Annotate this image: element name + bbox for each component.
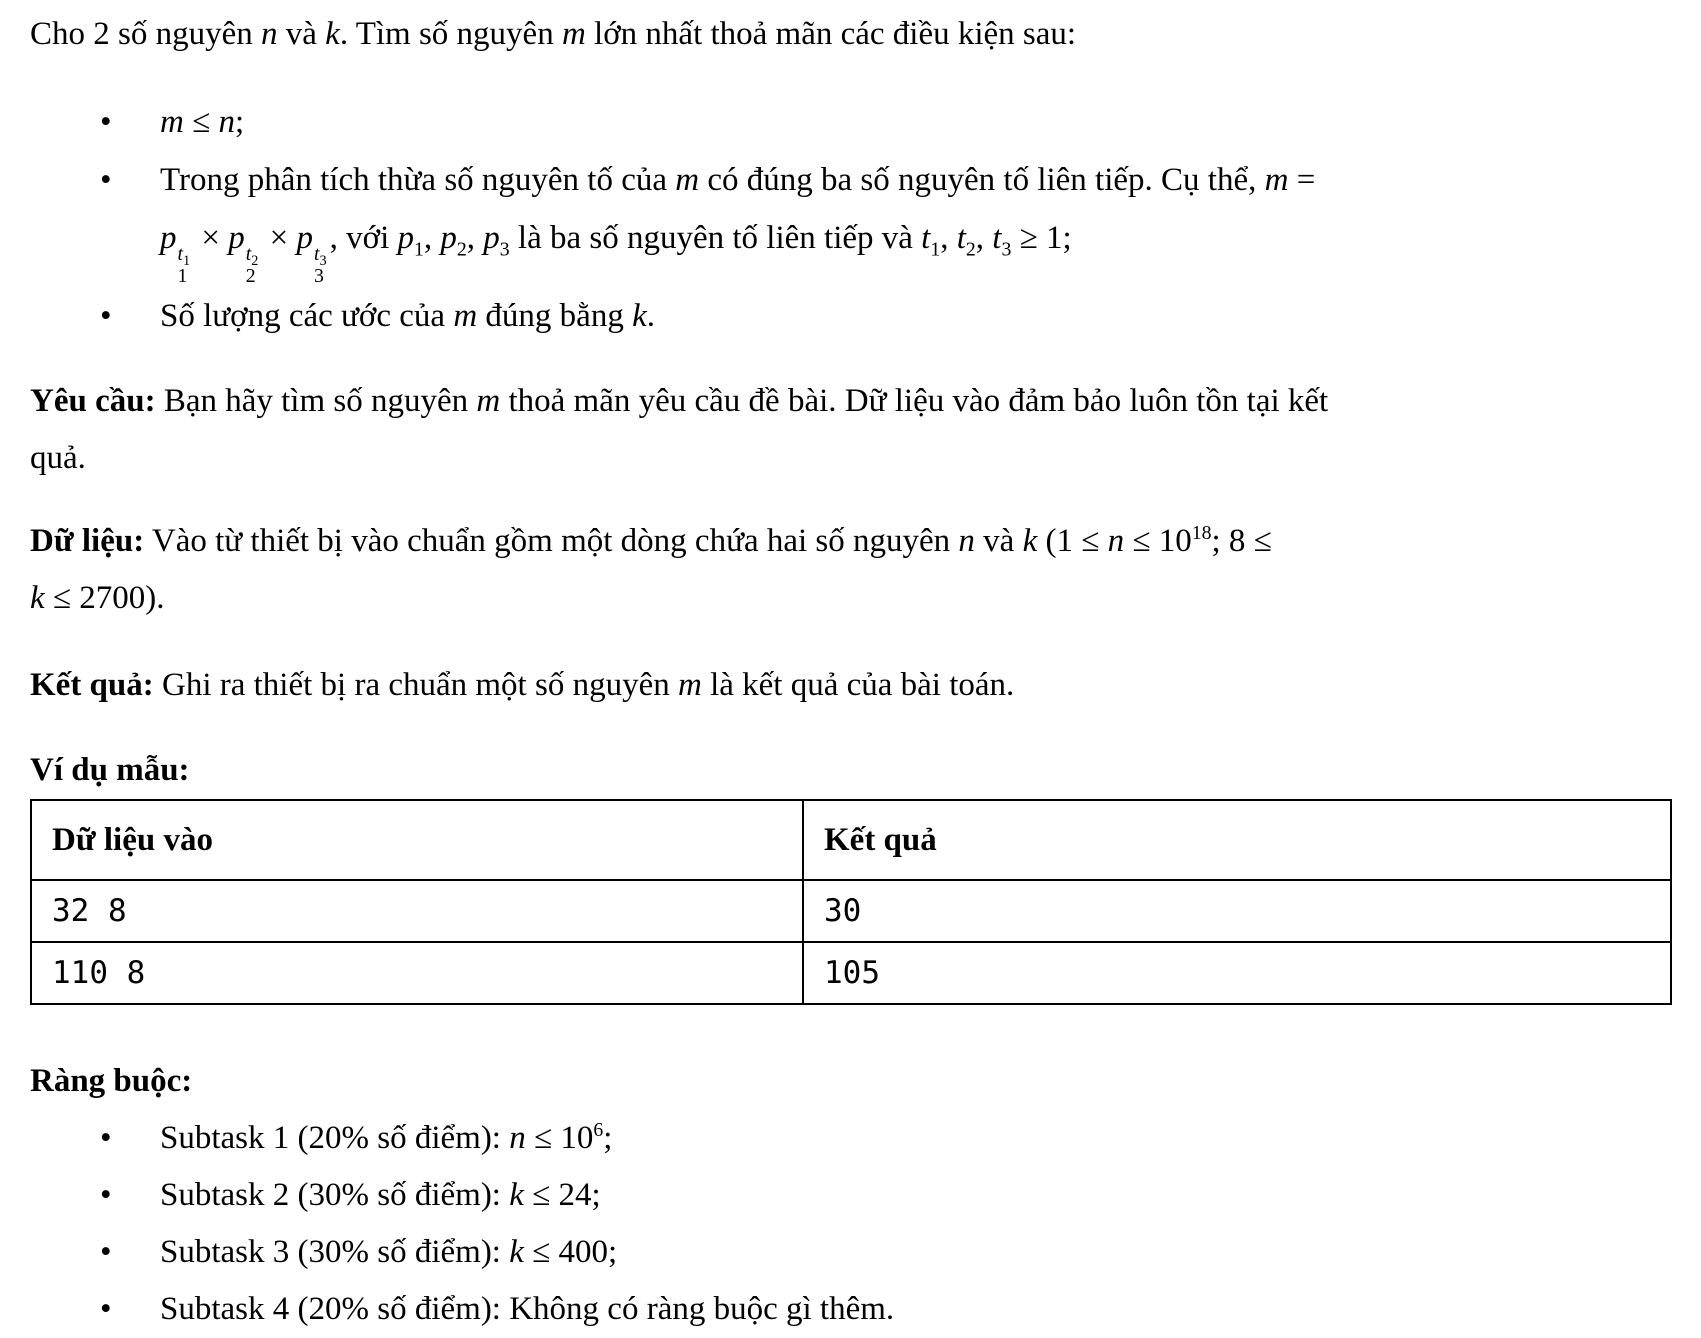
requirement-paragraph: Yêu cầu: Bạn hãy tìm số nguyên m thoả mãn yêu cầu đề bài. Dữ liệu vào đảm bảo luôn tồn tại kết quả. bbox=[30, 383, 1329, 477]
subtask-item-2: • Subtask 2 (30% số điểm): k ≤ 24; bbox=[30, 1167, 1545, 1224]
sample-output-cell-1: 30 bbox=[803, 880, 1671, 942]
table-row bbox=[31, 942, 1671, 1004]
subtask-item-3: • Subtask 3 (30% số điểm): k ≤ 400; bbox=[30, 1224, 1545, 1281]
subtask-item-1: • Subtask 1 (20% số điểm): $n \le 10^6$; bbox=[30, 1110, 1545, 1167]
output-spec-paragraph: Kết quả: Ghi ra thiết bị ra chuẩn một số nguyên m là kết quả của bài toán. bbox=[30, 667, 1015, 704]
sample-heading: Ví dụ mẫu: bbox=[30, 752, 190, 789]
input-spec-paragraph: Dữ liệu: Vào từ thiết bị vào chuẩn gồm một dòng chứa hai số nguyên n và k ($1 \le n \le 10^{18}$; 8 ≤ k ≤ 2700). bbox=[30, 522, 1272, 617]
sample-input-cell-2: 110 8 bbox=[31, 942, 803, 1004]
sample-output-cell-2: 105 bbox=[803, 942, 1671, 1004]
constraints-heading: Ràng buộc: bbox=[30, 1063, 193, 1100]
sample-table-header-output: Kết quả bbox=[803, 800, 1671, 880]
sample-table-header-row bbox=[31, 800, 1671, 880]
sample-input-cell-1: 32 8 bbox=[31, 880, 803, 942]
condition-item-1: • m ≤ n; bbox=[30, 93, 1545, 151]
subtask-list bbox=[30, 1110, 1545, 1338]
table-row bbox=[31, 880, 1671, 942]
sample-table bbox=[30, 799, 1672, 1005]
subtask-item-4: • Subtask 4 (20% số điểm): Không có ràng buộc gì thêm. bbox=[30, 1281, 1545, 1338]
conditions-list bbox=[30, 93, 1545, 345]
problem-intro: Cho 2 số nguyên n và k. Tìm số nguyên m lớn nhất thoả mãn các điều kiện sau: bbox=[30, 16, 1077, 52]
sample-table-header-input: Dữ liệu vào bbox=[31, 800, 803, 880]
condition-item-3: • Số lượng các ước của m đúng bằng k. bbox=[30, 287, 1545, 345]
condition-item-2: • Trong phân tích thừa số nguyên tố của m có đúng ba số nguyên tố liên tiếp. Cụ thể, m = p $t_1$ 1 × p $t_2$ 2 × p $t_3$ 3 , với $p_1$, $p_2$, $p_3$ là ba số nguyên tố liên tiếp và $t_1$, $t_2$, $t_3 \ge 1$; bbox=[30, 151, 1545, 287]
